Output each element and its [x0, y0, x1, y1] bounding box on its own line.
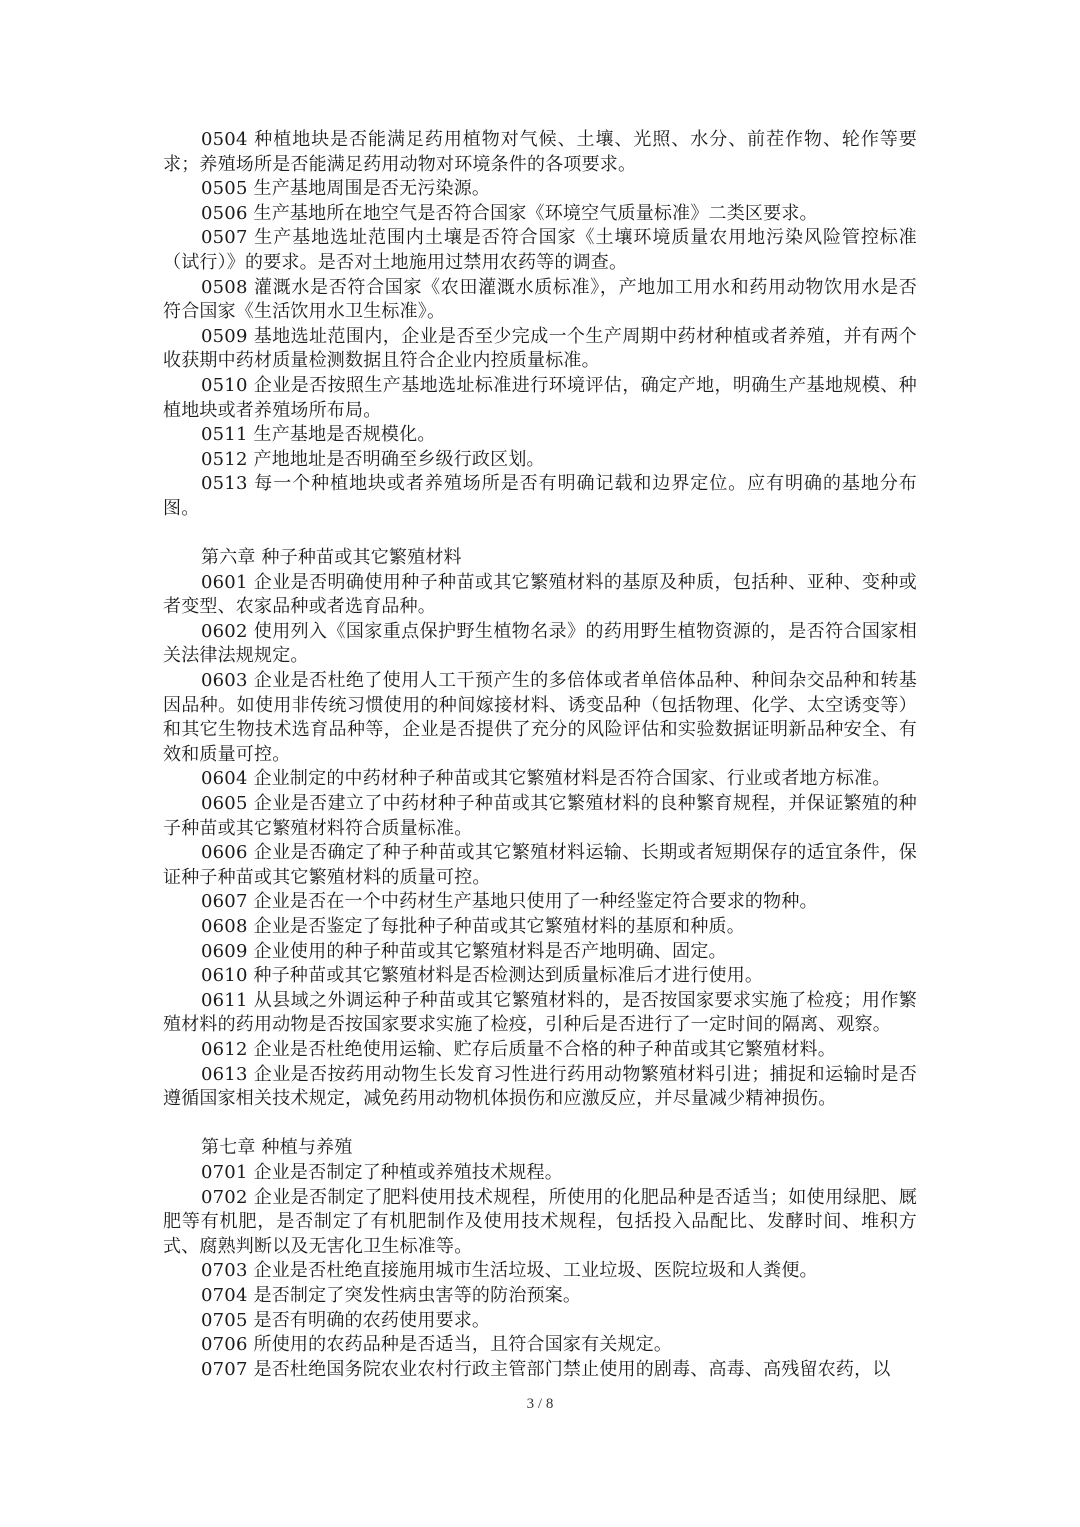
- chapter-heading: 第七章 种植与养殖: [201, 1137, 353, 1159]
- paragraph-0701: 0701 企业是否制定了种植或养殖技术规程。: [201, 1161, 563, 1183]
- paragraph-0508: 0508 灌溉水是否符合国家《农田灌溉水质标准》，产地加工用水和药用动物饮用水是否符合国家《生活饮用水卫生标准》。: [163, 276, 917, 323]
- paragraph-0513: 0513 每一个种植地块或者养殖场所是否有明确记载和边界定位。应有明确的基地分布图。: [163, 473, 917, 519]
- paragraph-0510: 0510 企业是否按照生产基地选址标准进行环境评估，确定产地，明确生产基地规模、种植地块或者养殖场所布局。: [163, 374, 917, 421]
- paragraph-0603: 0603 企业是否杜绝了使用人工干预产生的多倍体或者单倍体品种、种间杂交品种和转基因品种。如使用非传统习惯使用的种间嫁接材料、诱变品种（包括物理、化学、太空诱变等）和其它生物技术选育品种等，企业是否提供了充分的风险评估和实验数据证明新品种安全、有效和质量可控。: [163, 670, 917, 765]
- page-number: 3 / 8: [526, 1396, 554, 1412]
- paragraph-0612: 0612 企业是否杜绝使用运输、贮存后质量不合格的种子种苗或其它繁殖材料。: [201, 1038, 836, 1060]
- paragraph-0613: 0613 企业是否按药用动物生长发育习性进行药用动物繁殖材料引进；捕捉和运输时是否遵循国家相关技术规定，减免药用动物机体损伤和应激反应，并尽量减少精神损伤。: [163, 1063, 917, 1110]
- paragraph-0609: 0609 企业使用的种子种苗或其它繁殖材料是否产地明确、固定。: [201, 940, 727, 962]
- paragraph-0611: 0611 从县域之外调运种子种苗或其它繁殖材料的，是否按国家要求实施了检疫；用作繁殖材料的药用动物是否按国家要求实施了检疫，引种后是否进行了一定时间的隔离、观察。: [163, 989, 917, 1036]
- section-chapter-5-cont: [163, 128, 917, 522]
- chapter-heading: 第六章 种子种苗或其它繁殖材料: [201, 547, 462, 569]
- paragraph-0605: 0605 企业是否建立了中药材种子种苗或其它繁殖材料的良种繁育规程，并保证繁殖的种子种苗或其它繁殖材料符合质量标准。: [163, 793, 917, 839]
- paragraph-0702: 0702 企业是否制定了肥料使用技术规程，所使用的化肥品种是否适当；如使用绿肥、厩肥等有机肥，是否制定了有机肥制作及使用技术规程，包括投入品配比、发酵时间、堆积方式、腐熟判断以及无害化卫生标准等。: [163, 1186, 917, 1257]
- document-page: [163, 128, 917, 1382]
- paragraph-0610: 0610 种子种苗或其它繁殖材料是否检测达到质量标准后才进行使用。: [201, 965, 764, 987]
- paragraph-0505: 0505 生产基地周围是否无污染源。: [201, 178, 491, 200]
- paragraph-0608: 0608 企业是否鉴定了每批种子种苗或其它繁殖材料的基原和种质。: [201, 916, 745, 937]
- paragraph-0507: 0507 生产基地选址范围内土壤是否符合国家《土壤环境质量农用地污染风险管控标准（试行）》的要求。是否对土地施用过禁用农药等的调查。: [163, 227, 917, 273]
- paragraph-0509: 0509 基地选址范围内，企业是否至少完成一个生产周期中药材种植或者养殖，并有两个收获期中药材质量检测数据且符合企业内控质量标准。: [163, 325, 917, 372]
- paragraph-0704: 0704 是否制定了突发性病虫害等的防治预案。: [201, 1284, 582, 1306]
- paragraph-0512: 0512 产地地址是否明确至乡级行政区划。: [201, 448, 545, 470]
- paragraph-0707: 0707 是否杜绝国务院农业农村行政主管部门禁止使用的剧毒、高毒、高残留农药，以: [201, 1358, 891, 1380]
- paragraph-0504: 0504 种植地块是否能满足药用植物对气候、土壤、光照、水分、前茬作物、轮作等要求；养殖场所是否能满足药用动物对环境条件的各项要求。: [163, 129, 917, 175]
- section-gap: [163, 1112, 917, 1137]
- paragraph-0705: 0705 是否有明确的农药使用要求。: [201, 1309, 491, 1331]
- paragraph-0601: 0601 企业是否明确使用种子种苗或其它繁殖材料的基原及种质，包括种、亚种、变种或者变型、农家品种或者选育品种。: [163, 571, 917, 618]
- section-chapter-6: [163, 546, 917, 1112]
- paragraph-0607: 0607 企业是否在一个中药材生产基地只使用了一种经鉴定符合要求的物种。: [201, 891, 818, 913]
- paragraph-0703: 0703 企业是否杜绝直接施用城市生活垃圾、工业垃圾、医院垃圾和人粪便。: [201, 1260, 818, 1282]
- section-chapter-7: [163, 1136, 917, 1382]
- paragraph-0604: 0604 企业制定的中药材种子种苗或其它繁殖材料是否符合国家、行业或者地方标准。: [201, 768, 891, 790]
- paragraph-0602: 0602 使用列入《国家重点保护野生植物名录》的药用野生植物资源的，是否符合国家相关法律法规规定。: [163, 620, 917, 667]
- paragraph-0606: 0606 企业是否确定了种子种苗或其它繁殖材料运输、长期或者短期保存的适宜条件，保证种子种苗或其它繁殖材料的质量可控。: [163, 842, 917, 888]
- paragraph-0511: 0511 生产基地是否规模化。: [201, 424, 436, 446]
- section-gap: [163, 522, 917, 547]
- paragraph-0506: 0506 生产基地所在地空气是否符合国家《环境空气质量标准》二类区要求。: [201, 202, 818, 224]
- paragraph-0706: 0706 所使用的农药品种是否适当，且符合国家有关规定。: [201, 1334, 673, 1356]
